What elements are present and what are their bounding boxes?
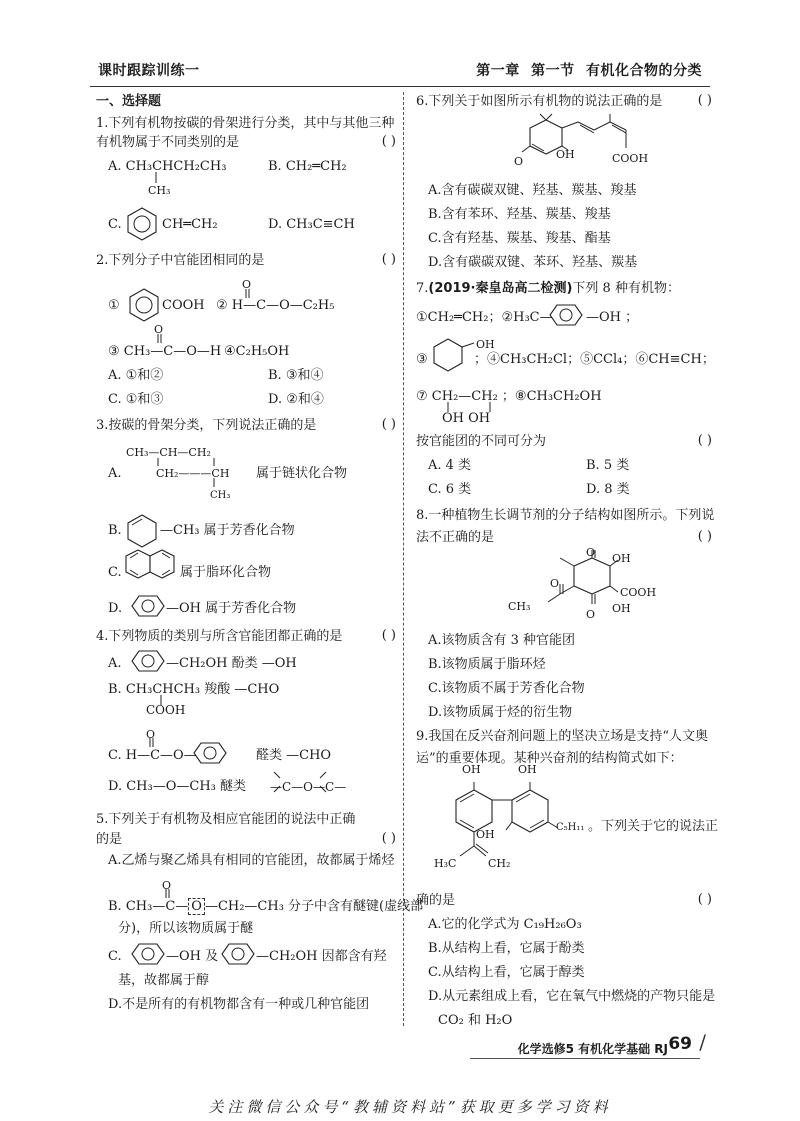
- q5-option-d: D.不是所有的有机物都含有一种或几种官能团: [108, 997, 370, 1012]
- q9-option-d-2: CO₂ 和 H₂O: [438, 1013, 513, 1028]
- q7-line-2-oh: OH: [476, 338, 495, 351]
- q7-line-1-end: —OH ；: [586, 310, 639, 325]
- q7-line-2: ；④CH₃CH₂Cl；⑤CCl₄；⑥CH≡CH；: [474, 352, 715, 367]
- q9-oh-2: OH: [518, 763, 537, 776]
- q4-c-o: O: [146, 728, 156, 741]
- q6-stem: 6.下列关于如图所示有机物的说法正确的是: [416, 94, 663, 109]
- q3-option-b-label: B.: [108, 523, 122, 538]
- q7-line-1: ①CH₂═CH₂；②H₃C—: [416, 310, 553, 325]
- q3-stem: 3.按碳的骨架分类，下列说法正确的是: [96, 418, 317, 433]
- q7-stem-rest: 下列 8 种有机物：: [572, 281, 680, 296]
- section-title: 一、选择题: [96, 94, 162, 109]
- q7-num: 7.: [416, 281, 429, 296]
- q9-side-text: 。下列关于它的说法正: [588, 819, 719, 834]
- q5-option-c-label: C.: [108, 949, 122, 964]
- q3-option-a-label: A.: [108, 466, 122, 481]
- q9-h3c: H₃C: [434, 857, 457, 870]
- q2-option-a: A. ①和②: [108, 368, 164, 383]
- q9-answer-paren: ( ): [697, 892, 712, 907]
- q3-option-d-text: —OH 属于芳香化合物: [166, 601, 297, 616]
- q6-answer-paren: ( ): [697, 93, 712, 108]
- q5-option-b: [108, 898, 423, 916]
- q6-o: O: [514, 155, 524, 168]
- header-right: 第一章 第一节 有机化合物的分类: [476, 63, 702, 79]
- q9-option-d-1: D.从元素组成上看，它在氧气中燃烧的产物只能是: [428, 989, 716, 1004]
- q4-stem: 4.下列物质的类别与所含官能团都正确的是: [96, 629, 343, 644]
- q5-option-c-mid2: —CH₂OH 因都含有羟: [256, 949, 387, 964]
- header-rule: [90, 86, 710, 87]
- q2-option-c: C. ①和③: [108, 392, 164, 407]
- q5-answer-paren: ( ): [381, 831, 396, 846]
- q4-option-d-group: —C—O—C—: [270, 780, 347, 794]
- q9-stem-2: 运”的重要体现。某种兴奋剂的结构简式如下：: [416, 751, 683, 766]
- q7-line-3-sub: OH OH: [442, 411, 491, 426]
- q1-option-a: A. CH₃CHCH₂CH₃: [108, 159, 227, 174]
- q8-option-b: B.该物质属于脂环烃: [428, 657, 546, 672]
- header-left: 课时跟踪训练一: [98, 63, 200, 79]
- q9-option-a: A.它的化学式为 C₁₉H₂₆O₃: [428, 917, 582, 932]
- q5-option-b-2: 分)，所以该物质属于醚: [118, 921, 254, 936]
- q2-option-d: D. ②和④: [268, 392, 324, 407]
- handwritten-note: 关注微信公众号“教辅资料站”获取更多学习资料: [208, 1098, 612, 1116]
- q3-a-row2: CH₂———CH: [156, 467, 230, 480]
- q8-o-side: O: [550, 577, 560, 590]
- q6-cooh: COOH: [612, 152, 649, 165]
- q5-option-b-pre: B. CH₃—C—: [108, 899, 189, 914]
- footer-book-title: 化学选修5 有机化学基础 RJ: [517, 1042, 668, 1056]
- q1-a-bond: [154, 170, 164, 184]
- q1-option-c-label: C.: [108, 217, 122, 232]
- q2-struct-1-group: COOH: [162, 298, 205, 313]
- q3-c-naphthalene-icon: [124, 546, 178, 590]
- column-divider: [403, 92, 404, 1026]
- q5-b-o: O: [162, 879, 172, 892]
- q9-ch2: CH₂: [488, 857, 511, 870]
- q2-option-b: B. ③和④: [268, 368, 324, 383]
- q7-stem: [416, 280, 680, 298]
- q2-benzene-icon: [126, 287, 162, 323]
- q3-a-row1: CH₃—CH—CH₂: [126, 446, 211, 459]
- q9-stem-end: 确的是: [416, 893, 456, 908]
- q7-line-4: 按官能团的不同可分为: [416, 434, 547, 449]
- q8-o-bottom: O: [586, 608, 596, 621]
- q3-option-c-text: 属于脂环化合物: [180, 565, 272, 580]
- q2-struct-2-o: O: [242, 278, 252, 291]
- q7-line-3: ⑦ CH₂—CH₂ ；⑧CH₃CH₂OH: [416, 389, 602, 404]
- q6-option-b: B.含有苯环、羟基、羰基、羧基: [428, 207, 611, 222]
- q9-oh-1: OH: [462, 763, 481, 776]
- q4-option-a-text: —CH₂OH 酚类 —OH: [166, 656, 297, 671]
- q8-answer-paren: ( ): [697, 529, 712, 544]
- q5-option-b-post: —CH₂—CH₃ 分子中含有醚键(虚线部: [204, 899, 424, 914]
- q7-answer-paren: ( ): [697, 433, 712, 448]
- q7-option-c: C. 6 类: [428, 482, 472, 497]
- q3-option-c-label: C.: [108, 565, 122, 580]
- q3-b-cyclohexene-icon: [124, 513, 160, 549]
- q1-option-a-sub: CH₃: [148, 184, 171, 197]
- q7-option-a: A. 4 类: [428, 458, 472, 473]
- q4-option-b: B. CH₃CHCH₃ 羧酸 —CHO: [108, 682, 280, 697]
- q2-struct-3: ③ CH₃—C—O—H: [108, 344, 222, 359]
- q6-option-d: D.含有碳碳双键、苯环、羟基、羰基: [428, 255, 638, 270]
- q1-option-c-group: CH═CH₂: [162, 217, 218, 232]
- q4-option-a-label: A.: [108, 656, 122, 671]
- q4-option-d: D. CH₃—O—CH₃ 醚类: [108, 779, 247, 794]
- q6-option-a: A.含有碳碳双键、羟基、羰基、羧基: [428, 183, 637, 198]
- q3-option-b-text: —CH₃ 属于芳香化合物: [160, 523, 295, 538]
- q4-option-b-sub: COOH: [146, 703, 186, 717]
- q8-cooh: COOH: [620, 586, 657, 599]
- q3-a-bonds: [152, 456, 242, 496]
- q9-c5h11: C₅H₁₁: [556, 822, 585, 833]
- q3-option-d-label: D.: [108, 601, 123, 616]
- footer-slash: /: [699, 1030, 706, 1054]
- q1-option-d: D. CH₃C≡CH: [268, 217, 355, 232]
- q8-stem-2: 法不正确的是: [416, 530, 495, 545]
- q1-c-benzene-icon: [124, 206, 160, 242]
- q1-stem-1: 1.下列有机物按碳的骨架进行分类，其中与其他三种: [96, 116, 395, 131]
- q1-option-b: B. CH₂═CH₂: [268, 159, 347, 174]
- q2-stem: 2.下列分子中官能团相同的是: [96, 253, 265, 268]
- q6-option-c: C.含有羟基、羰基、羧基、酯基: [428, 231, 611, 246]
- q4-answer-paren: ( ): [381, 628, 396, 643]
- q4-option-c: C. H—C—O—: [108, 748, 197, 763]
- q5-stem-2: 的是: [96, 832, 123, 847]
- q6-structure-icon: [500, 114, 680, 178]
- q5-option-c-mid1: —OH 及: [166, 949, 219, 964]
- q9-stem-1: 9.我国在反兴奋剂问题上的坚决立场是支持“人文奥: [416, 729, 709, 744]
- q7-line-2-label: ③: [416, 352, 428, 367]
- q2-struct-3-o: O: [154, 323, 164, 336]
- q8-o-top: O: [586, 546, 596, 559]
- q7-source: (2019·秦皇岛高二检测): [428, 281, 573, 296]
- q3-option-a-text: 属于链状化合物: [256, 466, 348, 481]
- q5-option-a: A.乙烯与聚乙烯具有相同的官能团，故都属于烯烃: [108, 853, 395, 868]
- q4-option-c-text: 醛类 —CHO: [256, 748, 332, 763]
- page-number: 69: [668, 1034, 692, 1054]
- q7-option-d: D. 8 类: [586, 482, 630, 497]
- q9-oh-3: OH: [476, 828, 495, 841]
- q8-stem-1: 8.一种植物生长调节剂的分子结构如图所示。下列说: [416, 508, 715, 523]
- q9-option-c: C.从结构上看，它属于醇类: [428, 965, 585, 980]
- q1-answer-paren: ( ): [381, 134, 396, 149]
- q8-option-d: D.该物质属于烃的衍生物: [428, 705, 573, 720]
- footer-rule: [470, 1058, 700, 1059]
- q2-struct-4: ④C₂H₅OH: [224, 344, 290, 359]
- q3-a-row3: CH₃: [210, 490, 231, 501]
- q9-option-b: B.从结构上看，它属于酚类: [428, 941, 585, 956]
- q2-struct-2: ② H—C—O—C₂H₅: [216, 298, 335, 313]
- q1-stem-2: 有机物属于不同类别的是: [96, 135, 240, 150]
- q8-oh-bottom: OH: [612, 602, 631, 615]
- q5-stem-1: 5.下列关于有机物及相应官能团的说法中正确: [96, 812, 356, 827]
- q3-answer-paren: ( ): [381, 417, 396, 432]
- q8-option-a: A.该物质含有 3 种官能团: [428, 633, 576, 648]
- q8-ch3: CH₃: [508, 600, 531, 613]
- q5-ether-box: O: [188, 898, 205, 915]
- q2-answer-paren: ( ): [381, 252, 396, 267]
- q7-option-b: B. 5 类: [586, 458, 630, 473]
- q6-oh: OH: [556, 148, 575, 161]
- q4-c-benzene-icon: [186, 740, 236, 766]
- q2-struct-1-label: ①: [108, 298, 120, 313]
- q8-option-c: C.该物质不属于芳香化合物: [428, 681, 585, 696]
- q7-benzene-icon: [542, 302, 592, 328]
- q5-option-c-2: 基，故都属于醇: [118, 973, 210, 988]
- q8-oh-top: OH: [612, 552, 631, 565]
